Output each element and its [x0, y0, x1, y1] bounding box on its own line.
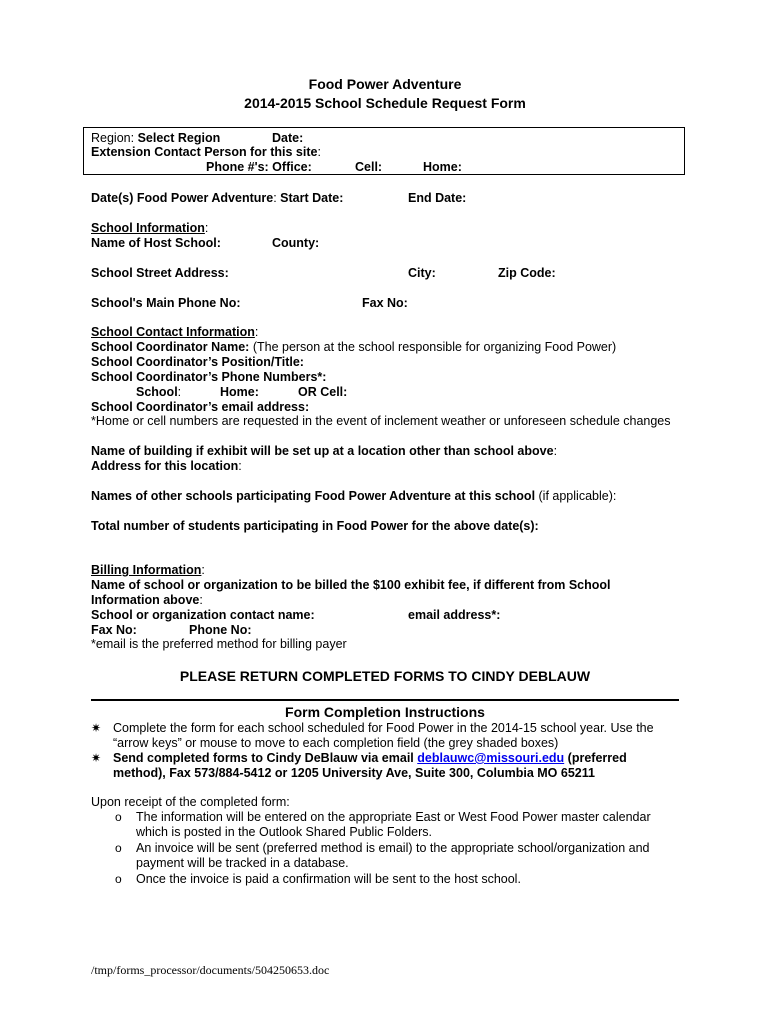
form-subtitle: 2014-2015 School Schedule Request Form	[244, 95, 526, 111]
receipt-item-2-line1: An invoice will be sent (preferred method is email) to the appropriate school/organization and	[136, 841, 650, 855]
building-name-label: Name of building if exhibit will be set up at a location other than school above	[91, 444, 554, 458]
coordinator-phones-label: School Coordinator’s Phone Numbers*:	[91, 370, 327, 384]
other-schools-row	[91, 489, 616, 504]
billing-fax-label: Fax No:	[91, 623, 137, 637]
billing-title: Billing Information	[91, 563, 202, 577]
instruction-2-line2: method), Fax 573/884-5412 or 1205 University Ave, Suite 300, Columbia MO 65211	[113, 766, 595, 780]
fax-label: Fax No:	[362, 296, 408, 310]
zip-code-label: Zip Code:	[498, 266, 556, 280]
billing-note: *email is the preferred method for billing payer	[91, 637, 347, 651]
total-students-label: Total number of students participating in Food Power for the above date(s):	[91, 519, 539, 533]
building-address-row	[91, 459, 242, 474]
coordinator-name-row	[91, 340, 616, 355]
receipt-item-2-line2: payment will be tracked in a database.	[136, 856, 349, 870]
instruction-2-line1	[113, 751, 627, 766]
contact-note: *Home or cell numbers are requested in the event of inclement weather or unforeseen schedule changes	[91, 414, 671, 428]
coordinator-name-note: (The person at the school responsible for organizing Food Power)	[249, 340, 617, 354]
circle-o-bullet-icon: o	[115, 841, 122, 855]
home-label: Home:	[423, 160, 462, 174]
instruction-2-post: (preferred	[564, 751, 627, 765]
instruction-1-line2: “arrow keys” or mouse to move to each completion field (the grey shaded boxes)	[113, 736, 559, 750]
building-address-label: Address for this location	[91, 459, 239, 473]
instruction-2-pre: Send completed forms to Cindy DeBlauw via email	[113, 751, 418, 765]
date-label: Date:	[272, 131, 304, 145]
school-info-title: School Information	[91, 221, 205, 235]
school-phone-label: School	[136, 385, 178, 399]
billing-name-line2	[91, 593, 203, 608]
street-address-label: School Street Address:	[91, 266, 229, 280]
cell-label: Cell:	[355, 160, 383, 174]
asterisk-bullet-icon: ✷	[91, 721, 102, 735]
billing-heading	[91, 563, 205, 578]
billing-phone-label: Phone No:	[189, 623, 252, 637]
document-path-footer: /tmp/forms_processor/documents/504250653.doc	[91, 963, 330, 977]
coordinator-school-phone	[136, 385, 181, 400]
contact-heading	[91, 325, 258, 340]
contact-colon: :	[254, 325, 259, 339]
coordinator-name-label: School Coordinator Name:	[91, 340, 250, 354]
dates-label: Date(s) Food Power Adventure	[91, 191, 274, 205]
building-name-row	[91, 444, 557, 459]
billing-contact-label: School or organization contact name:	[91, 608, 315, 622]
region-row	[91, 131, 220, 146]
instruction-1-line1: Complete the form for each school scheduled for Food Power in the 2014-15 school year. Use the	[113, 721, 654, 735]
extension-label: Extension Contact Person for this site	[91, 145, 318, 159]
billing-name-line1: Name of school or organization to be billed the $100 exhibit fee, if different from School	[91, 578, 611, 592]
main-phone-label: School's Main Phone No:	[91, 296, 241, 310]
dates-colon: :	[273, 191, 277, 205]
school-info-colon: :	[204, 221, 209, 235]
deblauw-email-link[interactable]: deblauwc@missouri.edu	[417, 751, 565, 765]
extension-colon: :	[317, 145, 321, 159]
school-info-heading	[91, 221, 208, 236]
receipt-item-3-line1: Once the invoice is paid a confirmation will be sent to the host school.	[136, 872, 521, 886]
coordinator-home-label: Home:	[220, 385, 259, 399]
billing-name-line2-colon: :	[199, 593, 203, 607]
dates-row	[91, 191, 343, 206]
other-schools-label: Names of other schools participating Food Power Adventure at this school	[91, 489, 536, 503]
receipt-item-1-line2: which is posted in the Outlook Shared Public Folders.	[136, 825, 432, 839]
coordinator-position-label: School Coordinator’s Position/Title:	[91, 355, 304, 369]
end-date-label: End Date:	[408, 191, 467, 205]
building-address-colon: :	[238, 459, 242, 473]
section-divider	[91, 699, 679, 701]
region-select[interactable]: Select Region	[137, 131, 221, 145]
circle-o-bullet-icon: o	[115, 810, 122, 824]
coordinator-cell-label: OR Cell:	[298, 385, 348, 399]
county-label: County:	[272, 236, 320, 250]
billing-name-line2-text: Information above	[91, 593, 200, 607]
return-notice: PLEASE RETURN COMPLETED FORMS TO CINDY DEBLAUW	[179, 668, 591, 684]
region-label: Region:	[91, 131, 135, 145]
receipt-item-1-line1: The information will be entered on the appropriate East or West Food Power master calendar	[136, 810, 651, 824]
asterisk-bullet-icon: ✷	[91, 751, 102, 765]
city-label: City:	[408, 266, 436, 280]
billing-email-label: email address*:	[408, 608, 501, 622]
phones-office-label: Phone #'s: Office:	[206, 160, 312, 174]
circle-o-bullet-icon: o	[115, 872, 122, 886]
host-school-label: Name of Host School:	[91, 236, 221, 250]
other-schools-note: (if applicable):	[535, 489, 617, 503]
billing-colon: :	[201, 563, 205, 577]
building-name-colon: :	[553, 444, 558, 458]
start-date-label: Start Date:	[280, 191, 344, 205]
coordinator-email-label: School Coordinator’s email address:	[91, 400, 310, 414]
contact-title: School Contact Information	[91, 325, 255, 339]
extension-row	[91, 145, 321, 160]
school-phone-colon: :	[177, 385, 182, 399]
instructions-heading: Form Completion Instructions	[285, 704, 485, 720]
form-title: Food Power Adventure	[308, 76, 462, 92]
receipt-intro: Upon receipt of the completed form:	[91, 795, 290, 809]
